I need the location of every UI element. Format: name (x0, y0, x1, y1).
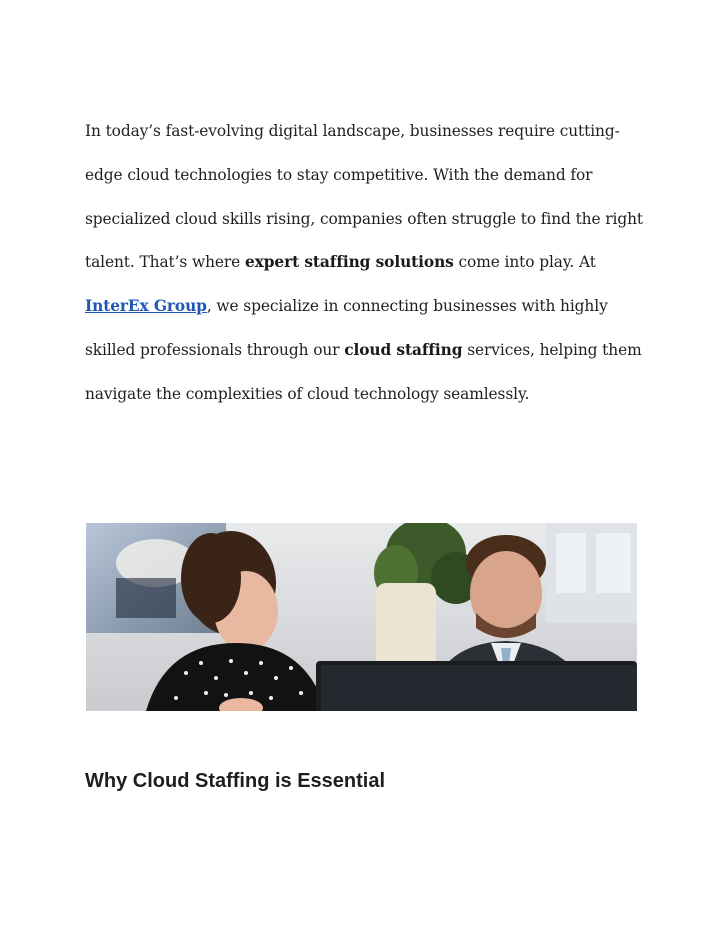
intro-text-3: , we specialize in connecting businesses with highly skilled professionals through our (85, 297, 608, 359)
cloud-staffing-bold: cloud staffing (344, 340, 463, 359)
intro-text-1: In today’s fast-evolving digital landscape, businesses require cutting-edge cloud technologies to stay competitive. With the demand for specialized cloud skills rising, companies often struggle to find the right talent. That’s where (85, 122, 644, 272)
interex-group-link[interactable]: InterEx Group (85, 297, 207, 316)
intro-paragraph (85, 110, 645, 417)
section-heading: Why Cloud Staffing is Essential (85, 770, 386, 792)
office-photo (86, 523, 637, 711)
expert-staffing-bold: expert staffing solutions (244, 253, 454, 272)
office-photo-illustration (86, 523, 637, 711)
intro-text-2: come into play. At (453, 253, 596, 272)
intro-text-4: services, helping them navigate the complexities of cloud technology seamlessly. (85, 340, 642, 403)
